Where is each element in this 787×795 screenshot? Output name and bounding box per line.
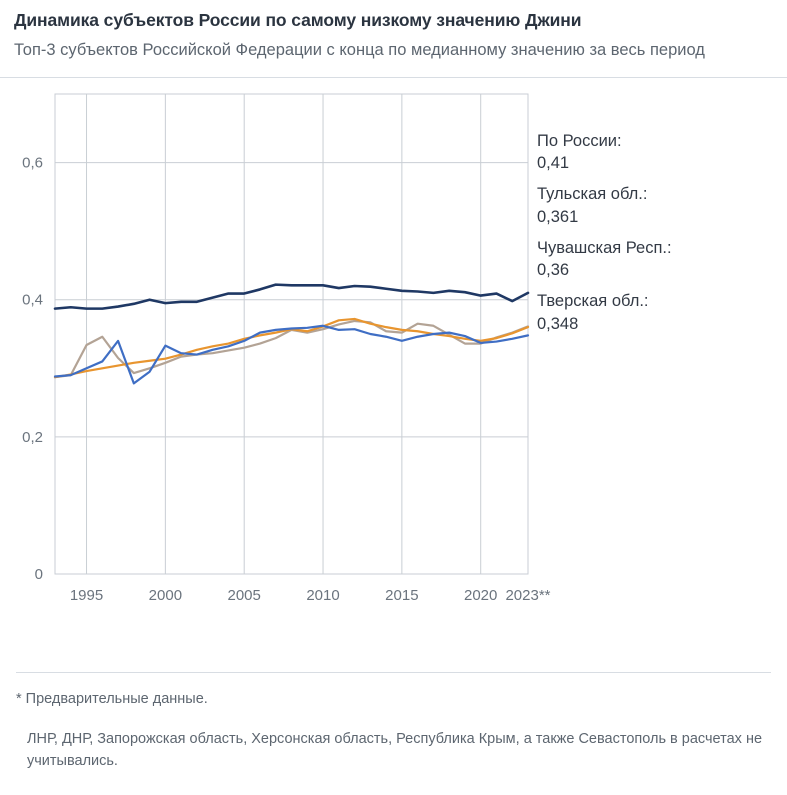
chart-header [0,0,787,63]
legend-value: 0,36 [537,261,570,280]
legend-item-russia [537,130,777,175]
legend-value: 0,361 [537,207,579,226]
legend-value: 0,41 [537,154,570,173]
legend-label: Чувашская Респ.: [537,238,672,257]
series-line-3 [55,326,528,384]
x-tick-label: 2010 [306,586,340,604]
x-tick-label: 2005 [227,586,261,604]
legend-label: Тверская обл.: [537,292,649,311]
footnote-divider [16,672,771,711]
x-tick-label: 2000 [148,586,183,604]
x-tick-label: 1995 [69,586,104,604]
footnote-preliminary: * Предварительные данные. [16,691,208,707]
legend-item-chuvashia [537,237,777,282]
x-tick-label: 2015 [385,586,419,604]
x-tick-label: 2023** [505,586,551,604]
chart-area [0,78,787,638]
page-title: Динамика субъектов России по самому низкому значению Джини [14,10,582,30]
legend-label: По России: [537,131,622,150]
series-line-0 [55,284,528,308]
chart-footnotes [0,672,787,772]
y-tick-label: 0,4 [22,291,43,309]
legend-label: Тульская обл.: [537,185,648,204]
y-tick-label: 0,6 [22,154,43,172]
x-tick-label: 2020 [464,586,498,604]
legend-value: 0,348 [537,314,579,333]
chart-legend [537,130,777,344]
y-tick-label: 0,2 [22,428,43,446]
legend-item-tver [537,290,777,335]
page-subtitle: Топ-3 субъектов Российской Федерации с конца по медианному значению за весь период [14,40,705,59]
footnote-regions: ЛНР, ДНР, Запорожская область, Херсонская область, Республика Крым, а также Севастополь в расчетах не учитывались. [27,730,763,769]
legend-item-tula [537,183,777,228]
y-tick-label: 0 [34,565,43,583]
